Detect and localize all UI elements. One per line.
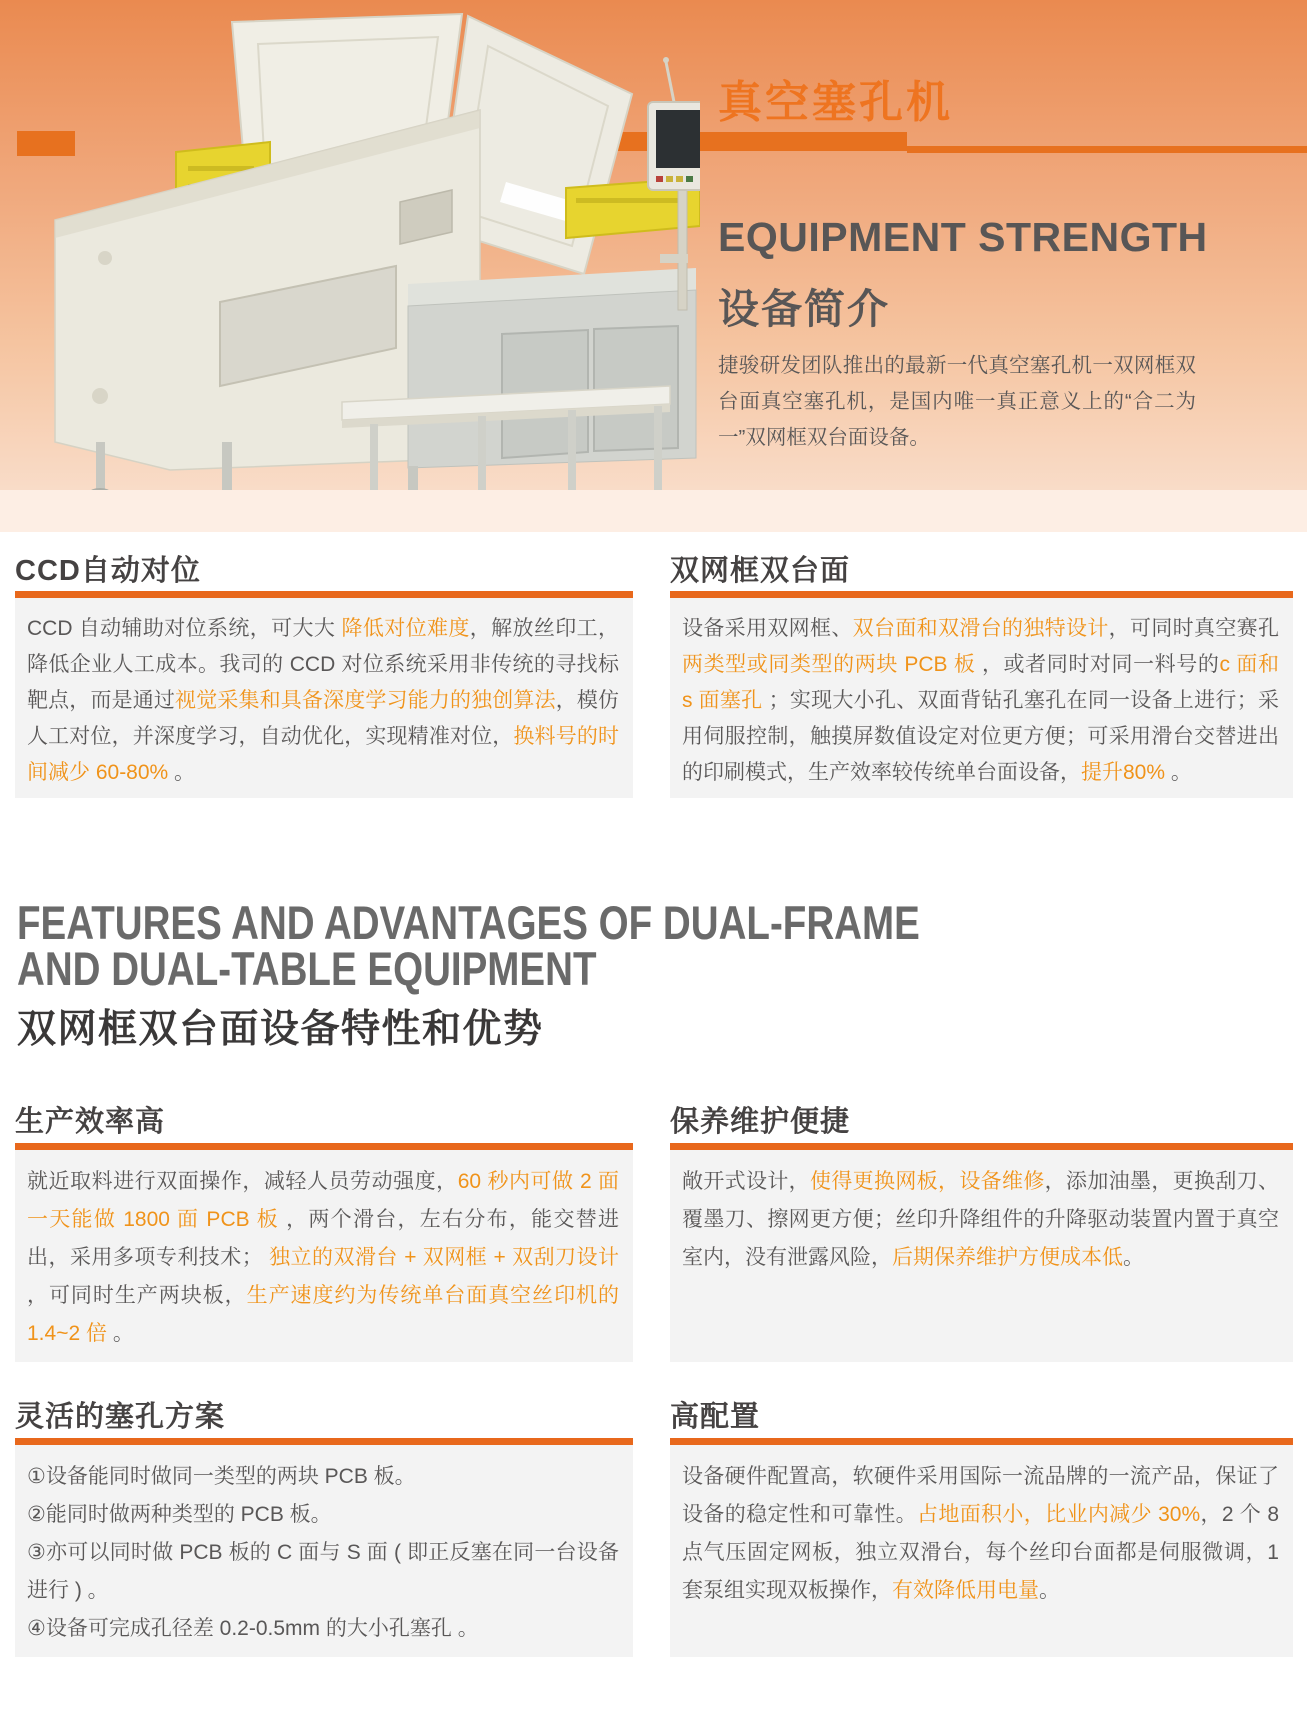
plug-option-2: ②能同时做两种类型的 PCB 板。 <box>27 1503 332 1526</box>
hero-description: 捷骏研发团队推出的最新一代真空塞孔机一双网框双台面真空塞孔机，是国内唯一真正意义上的“合二为一”双网框双台面设备。 <box>718 354 1196 449</box>
section-title-high-config: 高配置 <box>670 1401 761 1433</box>
section-title-efficiency: 生产效率高 <box>15 1106 166 1138</box>
section-title-maintenance: 保养维护便捷 <box>670 1106 851 1138</box>
section-title-dual-frame: 双网框双台面 <box>670 555 851 587</box>
section-title-flexible: 灵活的塞孔方案 <box>15 1401 226 1433</box>
hero-banner <box>0 0 1307 490</box>
features-heading-zh: 双网框双台面设备特性和优势 <box>17 1008 544 1051</box>
section-body-ccd: CCD 自动辅助对位系统，可大大 降低对位难度，解放丝印工，降低企业人工成本。我司的 CCD 对位系统采用非传统的寻找标靶点，而是通过视觉采集和具备深度学习能力的独创算法，模仿人工对位，并深度学习，自动优化，实现精准对位，换料号的时间减少 60-80% 。 <box>15 598 633 798</box>
features-heading-en-line1: FEATURES AND ADVANTAGES OF DUAL-FRAME <box>17 896 920 949</box>
section-rule <box>670 591 1293 598</box>
plug-option-4: ④设备可完成孔径差 0.2-0.5mm 的大小孔塞孔 。 <box>27 1617 479 1640</box>
accent-band-thin <box>907 146 1307 153</box>
section-rule <box>15 591 633 598</box>
section-rule <box>15 1143 633 1150</box>
hero-product-title: 真空塞孔机 <box>718 78 953 127</box>
features-heading-en <box>17 896 920 995</box>
section-body-maintenance: 敞开式设计，使得更换网板，设备维修，添加油墨，更换刮刀、覆墨刀、擦网更方便；丝印升降组件的升降驱动装置内置于真空室内，没有泄露风险，后期保养维护方便成本低。 <box>670 1150 1293 1362</box>
features-heading-en-line2: AND DUAL-TABLE EQUIPMENT <box>17 942 597 995</box>
hero-heading-zh: 设备简介 <box>718 286 890 332</box>
section-rule <box>670 1438 1293 1445</box>
section-body-high-config: 设备硬件配置高，软硬件采用国际一流品牌的一流产品，保证了设备的稳定性和可靠性。占地面积小，比业内减少 30%，2 个 8 点气压固定网板，独立双滑台，每个丝印台面都是伺服微调，1 套泵组实现双板操作，有效降低用电量。 <box>670 1445 1293 1657</box>
section-rule <box>670 1143 1293 1150</box>
hero-bottom-strip <box>0 490 1307 532</box>
section-title-ccd: CCD自动对位 <box>15 555 201 587</box>
section-body-flexible <box>15 1445 633 1657</box>
section-body-dual-frame: 设备采用双网框、双台面和双滑台的独特设计，可同时真空赛孔两类型或同类型的两块 PCB 板 ，或者同时对同一料号的c 面和 s 面塞孔 ；实现大小孔、双面背钻孔塞孔在同一设备上进行；采用伺服控制，触摸屏数值设定对位更方便；可采用滑台交替进出的印刷模式，生产效率较传统单台面设备，提升80% 。 <box>670 598 1293 798</box>
machine-photo <box>10 6 700 526</box>
section-body-efficiency: 就近取料进行双面操作，减轻人员劳动强度，60 秒内可做 2 面 一天能做 1800 面 PCB 板 ，两个滑台，左右分布，能交替进出，采用多项专利技术； 独立的双滑台 + 双网框 + 双刮刀设计 ，可同时生产两块板，生产速度约为传统单台面真空丝印机的 1.4~2 倍 。 <box>15 1150 633 1362</box>
hero-heading-en: EQUIPMENT STRENGTH <box>718 214 1208 260</box>
section-rule <box>15 1438 633 1445</box>
plug-option-3: ③亦可以同时做 PCB 板的 C 面与 S 面 ( 即正反塞在同一台设备进行 ) 。 <box>27 1541 619 1602</box>
plug-option-1: ①设备能同时做同一类型的两块 PCB 板。 <box>27 1465 416 1488</box>
